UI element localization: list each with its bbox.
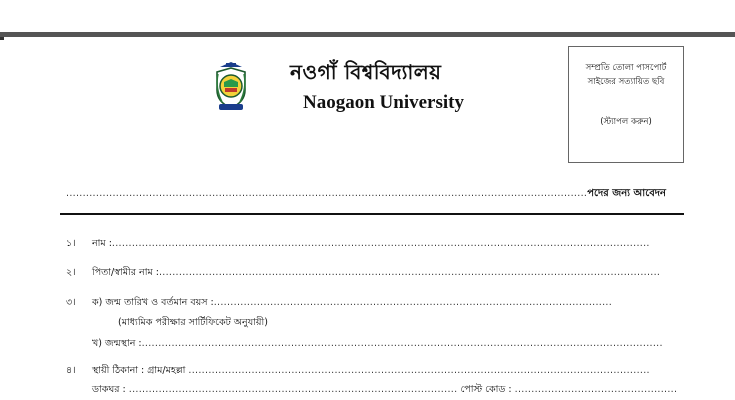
photo-staple-note: (স্ট্যাপল করুন) <box>600 117 652 127</box>
father-name-row <box>92 266 660 281</box>
father-name-field[interactable]: ....................................................................................................................................................... <box>158 267 661 278</box>
photo-instruction-line1: সম্প্রতি তোলা পাসপোর্ট <box>585 63 667 73</box>
birth-date-field[interactable]: ........................................................................................................................ <box>213 297 613 308</box>
field-number-3: ৩। <box>66 297 76 308</box>
field-number-4: ৪। <box>66 365 76 376</box>
university-title-bangla: নওগাঁ বিশ্ববিদ্যালয় <box>290 60 442 84</box>
birthplace-label: খ) জন্মস্থান : <box>92 338 142 349</box>
post-application-line <box>66 186 686 203</box>
section-divider <box>60 213 684 215</box>
field-number-2: ২। <box>66 267 76 278</box>
name-label: নাম : <box>92 238 112 249</box>
permanent-address-label: স্থায়ী ঠিকানা : গ্রাম/মহল্লা <box>92 365 186 376</box>
post-office-row <box>92 383 677 398</box>
university-logo-icon <box>212 62 250 112</box>
birth-date-row <box>92 296 612 311</box>
top-rule-edge <box>0 37 4 40</box>
birth-date-label: ক) জন্ম তারিখ ও বর্তমান বয়স : <box>92 297 214 308</box>
permanent-address-row <box>92 364 650 379</box>
birthplace-field[interactable]: ............................................................................................................................................................. <box>141 338 663 349</box>
post-application-label: পদের জন্য আবেদন <box>587 188 667 199</box>
post-office-label: ডাকঘর : <box>92 384 126 395</box>
photo-box <box>568 46 684 163</box>
post-code-field[interactable]: ................................................. <box>514 384 678 395</box>
village-field[interactable]: ........................................................................................................................................... <box>188 365 650 376</box>
post-name-field[interactable]: ............................................................................................................................................................. <box>66 188 588 199</box>
post-code-label: পোস্ট কোড : <box>460 384 512 395</box>
birth-date-note: (মাধ্যমিক পরীক্ষার সার্টিফিকেট অনুযায়ী) <box>118 317 268 328</box>
name-field[interactable]: .................................................................................................................................................................. <box>111 238 650 249</box>
birthplace-row <box>92 337 663 352</box>
name-row <box>92 237 650 252</box>
father-name-label: পিতা/স্বামীর নাম : <box>92 267 159 278</box>
post-office-field[interactable]: ................................................................................................... <box>128 384 458 395</box>
photo-instruction-line2: সাইজের সত্যায়িত ছবি <box>587 77 665 87</box>
university-title-english: Naogaon University <box>303 92 464 113</box>
field-number-1: ১। <box>66 238 76 249</box>
top-rule <box>0 32 735 37</box>
